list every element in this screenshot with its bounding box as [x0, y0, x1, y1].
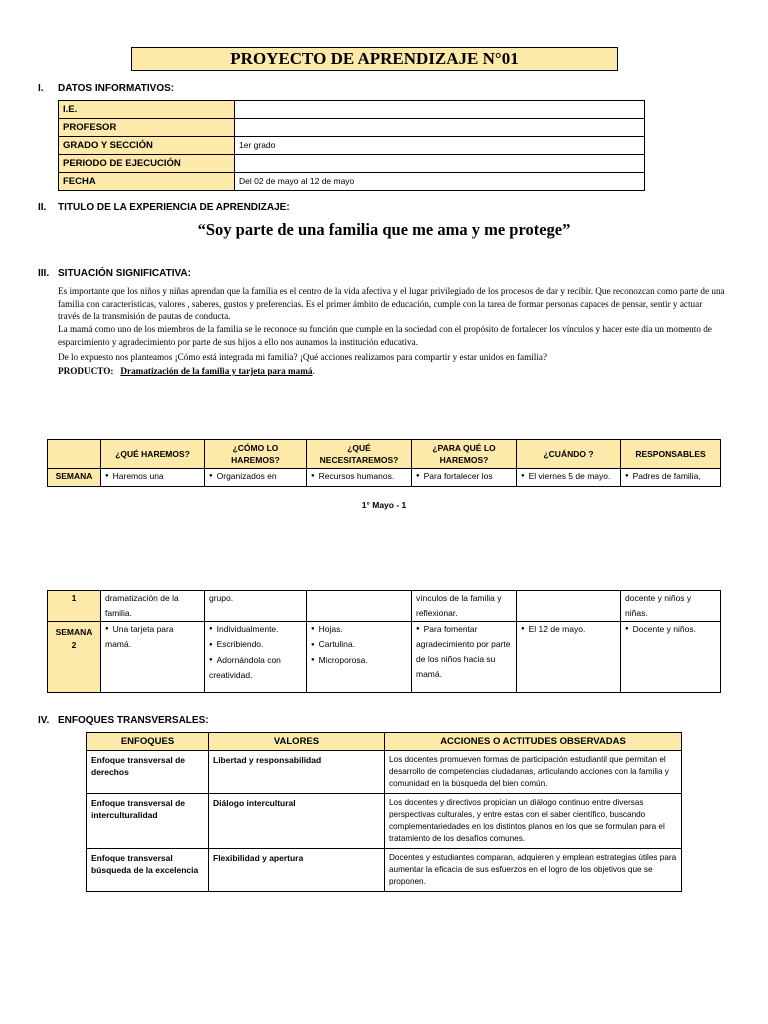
- table-row: Enfoque transversal de interculturalidad Diálogo intercultural Los docentes y directivos propician un diálogo continuo entre diversas perspectivas culturales, y entre estas con el saber científico, buscando complementariedades en los distintos planos en los que se formulan para el tratamiento de los desafíos comunes.: [87, 794, 682, 849]
- table-header-row: ¿QUÉ HAREMOS? ¿CÓMO LO HAREMOS? ¿QUÉ NECESITAREMOS? ¿PARA QUÉ LO HAREMOS? ¿CUÁNDO ? RESPONSABLES: [48, 440, 721, 469]
- table-row: SEMANA ● Haremos una ● Organizados en ● Recursos humanos. ● Para fortalecer los ● El viernes 5 de mayo. ● Padres de familia,: [48, 469, 721, 487]
- project-title: PROYECTO DE APRENDIZAJE N°01: [131, 47, 618, 71]
- table-row: I.E.: [59, 101, 645, 119]
- section-situacion-heading: III. SITUACIÓN SIGNIFICATIVA:: [38, 268, 191, 279]
- table-row: SEMANA 2 ● Una tarjeta para mamá. ● Individualmente. ● Escribiendo. ● Adornándola con creatividad. ● Hojas. ● Cartulina. ● Microporosa. ● Para fomentar agradecimiento por parte de los niños hacia su mamá. ● El 12 de mayo. ● Docente y niños.: [48, 622, 721, 693]
- producto-line: PRODUCTO: Dramatización de la familia y tarjeta para mamá.: [58, 366, 315, 376]
- situacion-paragraph-1: Es importante que los niños y niñas aprendan que la familia es el centro de la vida afectiva y el lugar privilegiado de los procesos de dar y recibir. Que reconozcan como parte de una familia con características, valores , saberes, gustos y preferencias. Es el primer ámbito de educación, cumple con la tarea de formar personas capaces de pensar, sentir y actuar través de la transmisión de pautas de conducta.: [58, 286, 725, 322]
- datos-table: [58, 100, 645, 191]
- enfoques-table: [86, 732, 682, 892]
- section-datos-heading: I. DATOS INFORMATIVOS:: [38, 83, 175, 94]
- table-row: Enfoque transversal búsqueda de la excelencia Flexibilidad y apertura Docentes y estudiantes comparan, adquieren y emplean estrategias útiles para aumentar la eficacia de sus esfuerzos en el logro de los objetivos que se proponen.: [87, 849, 682, 892]
- table-row: GRADO Y SECCIÓN 1er grado: [59, 137, 645, 155]
- table-row: FECHA Del 02 de mayo al 12 de mayo: [59, 173, 645, 191]
- situacion-paragraph-2: La mamá como uno de los miembros de la familia se le reconoce su función que cumple en la sociedad con el propósito de fortalecer los vínculos y hacer este día un momento de esparcimiento y agradecimiento por parte de sus hijos a ello nos aunamos la institución educativa.: [58, 324, 712, 347]
- page-footer: 1° Mayo - 1: [361, 500, 407, 510]
- table-row: PERIODO DE EJECUCIÓN: [59, 155, 645, 173]
- situacion-paragraph-3: De lo expuesto nos planteamos ¡Cómo está integrada mi familia? ¡Qué acciones realizamos para compartir y estar unidos en familia?: [58, 352, 548, 362]
- plan-table-continued: [47, 590, 721, 693]
- table-header-row: ENFOQUES VALORES ACCIONES O ACTITUDES OBSERVADAS: [87, 733, 682, 751]
- section-enfoques-heading: IV. ENFOQUES TRANSVERSALES:: [38, 715, 209, 726]
- table-row: PROFESOR: [59, 119, 645, 137]
- experience-title: “Soy parte de una familia que me ama y me protege”: [197, 220, 571, 239]
- producto-value: Dramatización de la familia y tarjeta para mamá: [120, 366, 313, 376]
- producto-label: PRODUCTO: [58, 366, 111, 376]
- table-row: Enfoque transversal de derechos Libertad y responsabilidad Los docentes promueven formas de participación estudiantil que permitan el desarrollo de competencias ciudadanas, articulando acciones con la familia y comunidad en la búsqueda del bien común.: [87, 751, 682, 794]
- section-titulo-heading: II. TITULO DE LA EXPERIENCIA DE APRENDIZAJE:: [38, 202, 290, 213]
- table-row: 1 dramatización de la familia. grupo. vínculos de la familia y reflexionar. docente y niños y niñas.: [48, 591, 721, 622]
- plan-table: [47, 439, 721, 487]
